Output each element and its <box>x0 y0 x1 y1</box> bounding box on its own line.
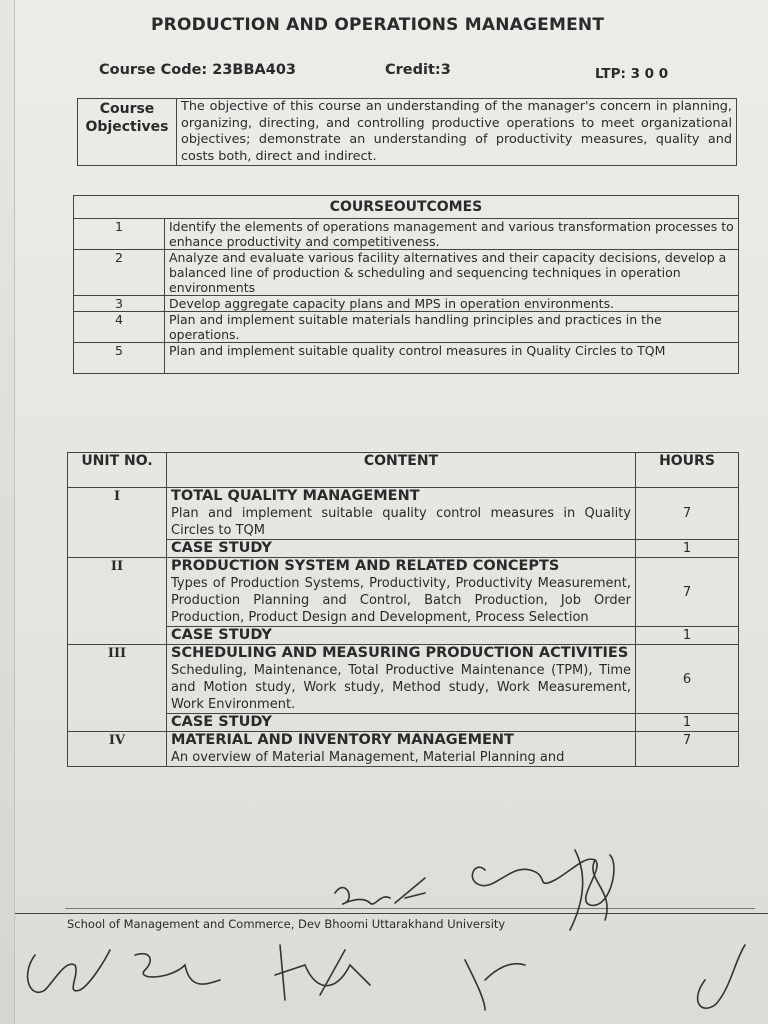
unit-text: Plan and implement suitable quality control measures in Quality Circles to TQM <box>171 506 631 538</box>
unit-heading: TOTAL QUALITY MANAGEMENT <box>171 488 420 504</box>
document-page <box>14 0 768 1024</box>
case-study-label: CASE STUDY <box>167 714 636 732</box>
outcomes-heading: COURSEOUTCOMES <box>74 196 739 219</box>
unit-heading: MATERIAL AND INVENTORY MANAGEMENT <box>171 732 514 748</box>
table-row <box>68 488 739 540</box>
unit-text: Types of Production Systems, Productivity, Productivity Measurement, Production Planning and Control, Batch Production, Job Order Production, Product Design and Development, Process Selection <box>171 576 631 625</box>
objectives-table <box>77 98 737 166</box>
outcome-number: 3 <box>74 296 165 312</box>
course-outcomes-table <box>73 195 739 374</box>
case-study-hours: 1 <box>636 714 739 732</box>
unit-content <box>167 645 636 714</box>
unit-heading: SCHEDULING AND MEASURING PRODUCTION ACTIVITIES <box>171 645 629 661</box>
unit-content <box>167 488 636 540</box>
outcome-text: Develop aggregate capacity plans and MPS in operation environments. <box>165 296 739 312</box>
table-row <box>68 540 739 558</box>
signature-scribble <box>455 830 635 940</box>
unit-hours: 7 <box>636 488 739 540</box>
table-row <box>68 732 739 767</box>
table-row <box>68 714 739 732</box>
table-row <box>74 296 739 312</box>
signature-scribble <box>15 935 768 1020</box>
objectives-label-line2: Objectives <box>85 119 169 135</box>
unit-hours: 6 <box>636 645 739 714</box>
table-row <box>74 219 739 250</box>
unit-text: Scheduling, Maintenance, Total Productive Maintenance (TPM), Time and Motion study, Work study, Method study, Work Measurement, Work Environment. <box>171 663 631 712</box>
unit-number: II <box>68 558 167 645</box>
credit: Credit:3 <box>385 62 451 78</box>
outcome-text: Plan and implement suitable materials handling principles and practices in the operations. <box>165 312 739 343</box>
outcome-number: 4 <box>74 312 165 343</box>
unit-number: III <box>68 645 167 732</box>
table-row <box>68 558 739 627</box>
objectives-text: The objective of this course an understanding of the manager's concern in planning, organizing, directing, and controlling productive operations to meet organizational objectives; demonstrate an understanding of productivity measures, quality and costs both, direct and indirect. <box>177 99 737 166</box>
unit-content <box>167 732 636 767</box>
case-study-hours: 1 <box>636 540 739 558</box>
objectives-label-line1: Course <box>99 101 155 117</box>
signature-scribble <box>325 868 455 918</box>
objectives-label <box>78 99 177 166</box>
outcome-number: 1 <box>74 219 165 250</box>
unit-text: An overview of Material Management, Material Planning and <box>171 750 565 765</box>
outcome-number: 2 <box>74 250 165 296</box>
case-study-hours: 1 <box>636 627 739 645</box>
outcome-number: 5 <box>74 343 165 374</box>
ltp: LTP: 3 0 0 <box>595 66 669 82</box>
unit-hours: 7 <box>636 732 739 767</box>
outcome-text: Plan and implement suitable quality control measures in Quality Circles to TQM <box>165 343 739 374</box>
case-study-label: CASE STUDY <box>167 627 636 645</box>
outcome-text: Analyze and evaluate various facility alternatives and their capacity decisions, develop a balanced line of production & scheduling and sequencing techniques in operation environments <box>165 250 739 296</box>
case-study-label: CASE STUDY <box>167 540 636 558</box>
unit-heading: PRODUCTION SYSTEM AND RELATED CONCEPTS <box>171 558 560 574</box>
table-row <box>68 645 739 714</box>
table-row <box>68 627 739 645</box>
table-row <box>74 250 739 296</box>
content-column-header: CONTENT <box>167 453 636 488</box>
unit-content <box>167 558 636 627</box>
unit-hours: 7 <box>636 558 739 627</box>
outcome-text: Identify the elements of operations management and various transformation processes to enhance productivity and competitiveness. <box>165 219 739 250</box>
page-title: PRODUCTION AND OPERATIONS MANAGEMENT <box>151 15 605 35</box>
units-table <box>67 452 739 767</box>
unit-number: IV <box>68 732 167 767</box>
unit-column-header: UNIT NO. <box>68 453 167 488</box>
course-code: Course Code: 23BBA403 <box>99 62 297 78</box>
footer-text: School of Management and Commerce, Dev Bhoomi Uttarakhand University <box>67 917 506 931</box>
table-row <box>74 343 739 374</box>
unit-number: I <box>68 488 167 558</box>
hours-column-header: HOURS <box>636 453 739 488</box>
table-row <box>74 312 739 343</box>
